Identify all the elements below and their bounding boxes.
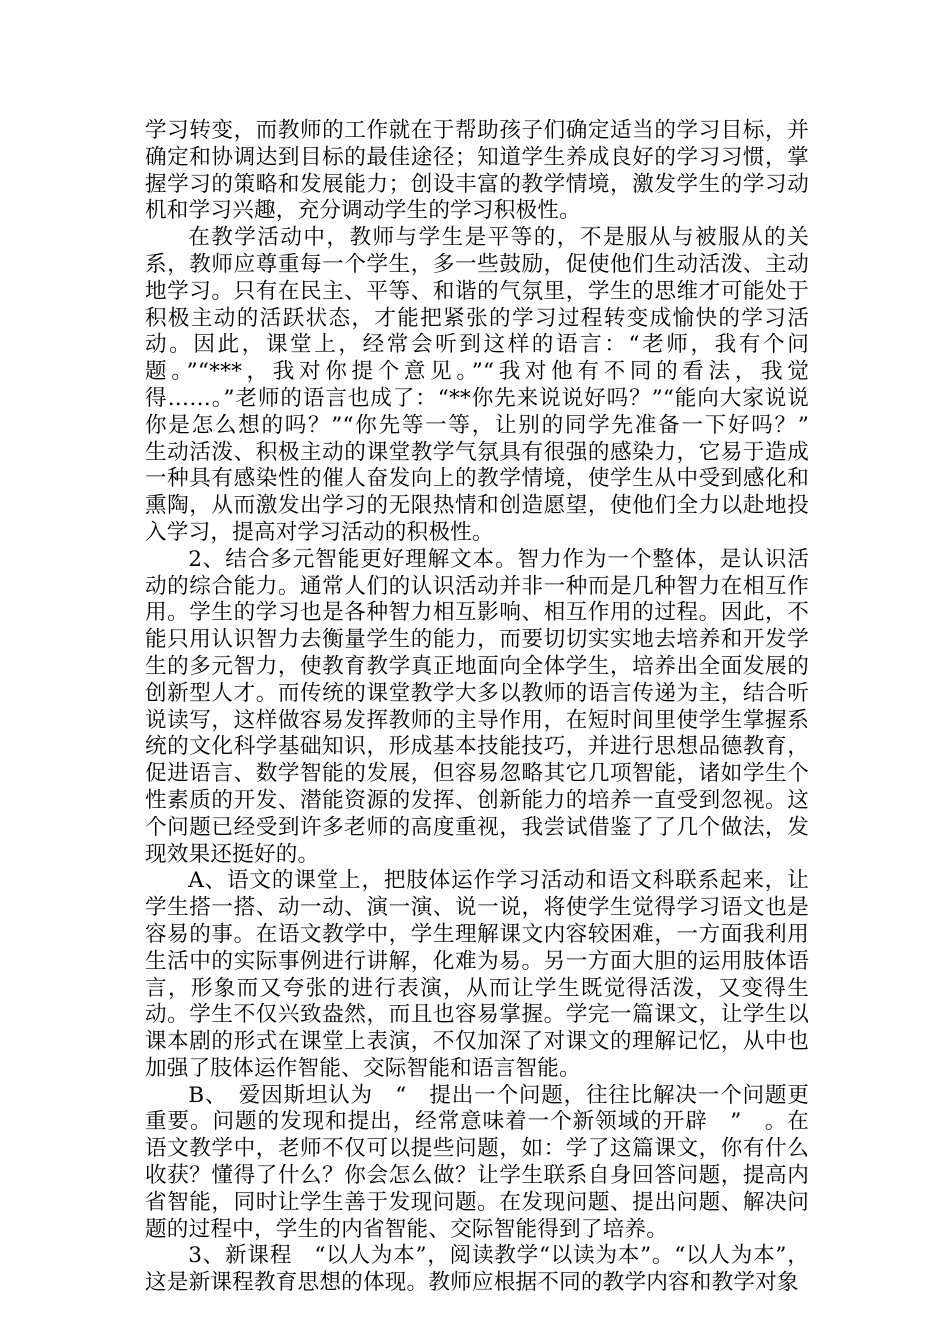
document-page — [145, 118, 831, 1297]
paragraph-6: 3、新课程 “以人为本”，阅读教学“以读为本”。“以人为本”，这是新课程教育思想的体现。教师应根据不同的教学内容和教学对象 — [145, 1243, 809, 1296]
paragraph-5: B、 爱因斯坦认为 “ 提出一个问题，往往比解决一个问题更重要。问题的发现和提出，经常意味着一个新领域的开辟 ” 。在语文教学中，老师不仅可以提些问题，如：学了这篇课文，你有什么收获？懂得了什么？你会怎么做？让学生联系自身回答问题，提高内省智能，同时让学生善于发现问题。在发现问题、提出问题、解决问题的过程中，学生的内省智能、交际智能得到了培养。 — [145, 1082, 809, 1242]
paragraph-1: 学习转变，而教师的工作就在于帮助孩子们确定适当的学习目标，并确定和协调达到目标的最佳途径；知道学生养成良好的学习习惯，掌握学习的策略和发展能力；创设丰富的教学情境，激发学生的学习动机和学习兴趣，充分调动学生的学习积极性。 — [145, 118, 809, 224]
paragraph-4: A、语文的课堂上，把肢体运作学习活动和语文科联系起来，让学生搭一搭、动一动、演一演、说一说，将使学生觉得学习语文也是容易的事。在语文教学中，学生理解课文内容较困难，一方面我利用生活中的实际事例进行讲解，化难为易。另一方面大胆的运用肢体语言，形象而又夸张的进行表演，从而让学生既觉得活泼，又变得生动。学生不仅兴致盎然，而且也容易掌握。学完一篇课文，让学生以课本剧的形式在课堂上表演，不仅加深了对课文的理解记忆，从中也加强了肢体运作智能、交际智能和语言智能。 — [145, 868, 809, 1081]
paragraph-3: 2、结合多元智能更好理解文本。智力作为一个整体，是认识活动的综合能力。通常人们的认识活动并非一种而是几种智力在相互作用。学生的学习也是各种智力相互影响、相互作用的过程。因此，不能只用认识智力去衡量学生的能力，而要切切实实地去培养和开发学生的多元智力，使教育教学真正地面向全体学生，培养出全面发展的创新型人才。而传统的课堂教学大多以教师的语言传递为主，结合听说读写，这样做容易发挥教师的主导作用，在短时间里使学生掌握系统的文化科学基础知识，形成基本技能技巧，并进行思想品德教育，促进语言、数学智能的发展，但容易忽略其它几项智能，诸如学生个性素质的开发、潜能资源的发挥、创新能力的培养一直受到忽视。这个问题已经受到许多老师的高度重视，我尝试借鉴了了几个做法，发现效果还挺好的。 — [145, 546, 809, 867]
paragraph-2: 在教学活动中，教师与学生是平等的，不是服从与被服从的关系，教师应尊重每一个学生，多一些鼓励，促使他们生动活泼、主动地学习。只有在民主、平等、和谐的气氛里，学生的思维才可能处于积极主动的活跃状态，才能把紧张的学习过程转变成愉快的学习活动。因此，课堂上，经常会听到这样的语言：“老师，我有个问题。”“***，我对你提个意见。”“我对他有不同的看法，我觉得……。”老师的语言也成了：“**你先来说说好吗？”“能向大家说说你是怎么想的吗？”“你先等一等，让别的同学先准备一下好吗？” 生动活泼、积极主动的课堂教学气氛具有很强的感染力，它易于造成一种具有感染性的催人奋发向上的教学情境，使学生从中受到感化和熏陶，从而激发出学习的无限热情和创造愿望，使他们全力以赴地投入学习，提高对学习活动的积极性。 — [145, 225, 831, 545]
